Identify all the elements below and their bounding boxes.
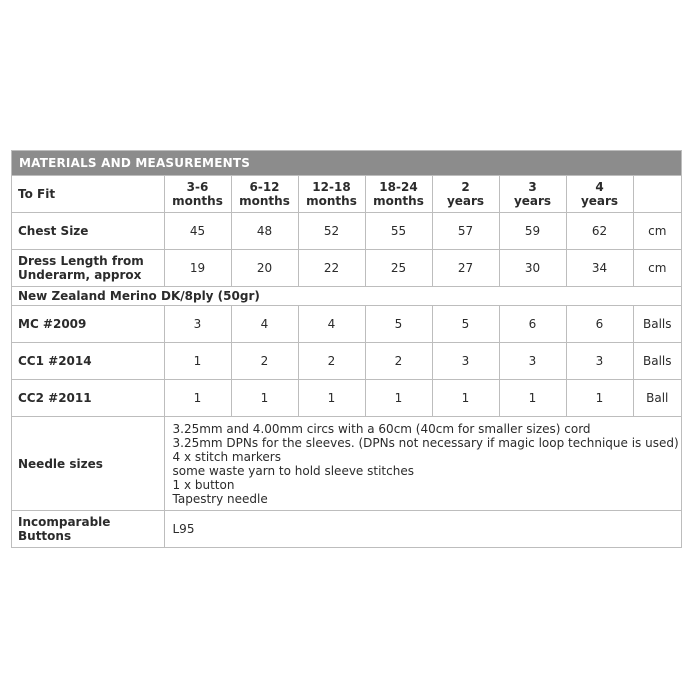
table-row [12,306,681,343]
row-label: MC #2009 [12,306,164,343]
table-cell: 22 [298,250,365,287]
yarn-heading: New Zealand Merino DK/8ply (50gr) [12,287,681,306]
needle-line: 4 x stitch markers [172,449,281,464]
table-cell: 55 [365,213,432,250]
size-header: 3 years [499,176,566,213]
needle-line: 3.25mm and 4.00mm circs with a 60cm (40cm for smaller sizes) cord [172,421,591,436]
table-cell: 1 [164,343,231,380]
table-cell: 3 [432,343,499,380]
table-cell: 3 [164,306,231,343]
table-cell: 34 [566,250,633,287]
table-cell: 27 [432,250,499,287]
row-label: CC1 #2014 [12,343,164,380]
row-label: Chest Size [12,213,164,250]
materials-table-container [11,150,682,548]
unit-header-empty [633,176,681,213]
table-cell: 57 [432,213,499,250]
size-header: 18-24 months [365,176,432,213]
table-cell: 1 [164,380,231,417]
row-label: CC2 #2011 [12,380,164,417]
table-cell: 1 [432,380,499,417]
to-fit-label: To Fit [12,176,164,213]
row-label: Incomparable Buttons [12,511,164,547]
table-cell: 3 [499,343,566,380]
table-cell: 5 [432,306,499,343]
size-header: 2 years [432,176,499,213]
unit-cell: Balls [633,306,681,343]
table-row [12,417,681,511]
unit-cell: cm [633,250,681,287]
table-cell: 1 [231,380,298,417]
table-cell: 5 [365,306,432,343]
table-cell: 48 [231,213,298,250]
unit-cell: Balls [633,343,681,380]
row-label: Dress Length from Underarm, approx [12,250,164,287]
table-row [12,213,681,250]
buttons-value: L95 [164,511,681,547]
table-row [12,511,681,547]
materials-table [12,175,681,547]
table-row [12,250,681,287]
table-cell: 4 [298,306,365,343]
table-cell: 2 [298,343,365,380]
table-cell: 3 [566,343,633,380]
unit-cell: Ball [633,380,681,417]
table-cell: 1 [499,380,566,417]
row-label: Needle sizes [12,417,164,511]
table-cell: 59 [499,213,566,250]
table-cell: 20 [231,250,298,287]
size-header: 12-18 months [298,176,365,213]
table-cell: 2 [365,343,432,380]
table-cell: 1 [298,380,365,417]
needle-line: 1 x button [172,477,235,492]
table-cell: 62 [566,213,633,250]
table-row [12,380,681,417]
needle-list [164,417,681,511]
table-cell: 6 [499,306,566,343]
table-cell: 45 [164,213,231,250]
needle-line: 3.25mm DPNs for the sleeves. (DPNs not necessary if magic loop technique is used) [172,435,679,450]
table-row [12,343,681,380]
unit-cell: cm [633,213,681,250]
needle-line: some waste yarn to hold sleeve stitches [172,463,414,478]
table-cell: 4 [231,306,298,343]
table-cell: 52 [298,213,365,250]
table-cell: 2 [231,343,298,380]
table-cell: 1 [365,380,432,417]
table-cell: 1 [566,380,633,417]
table-cell: 6 [566,306,633,343]
size-header: 4 years [566,176,633,213]
table-title: MATERIALS AND MEASUREMENTS [12,151,681,175]
table-cell: 30 [499,250,566,287]
table-cell: 25 [365,250,432,287]
size-header: 6-12 months [231,176,298,213]
size-header: 3-6 months [164,176,231,213]
needle-line: Tapestry needle [172,491,268,506]
table-cell: 19 [164,250,231,287]
size-header-row [12,176,681,213]
section-row [12,287,681,306]
